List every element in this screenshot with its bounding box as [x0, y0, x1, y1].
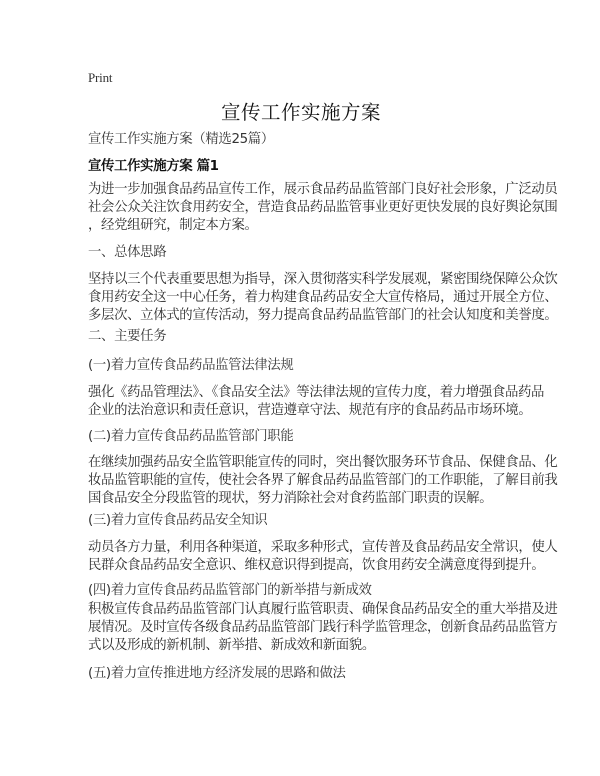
paragraph-line: 国食品安全分段监管的现状，努力消除社会对食药监部门职责的误解。: [88, 491, 493, 506]
paragraph-line: 展情况。及时宣传各级食品药品监管部门践行科学监管理念，创新食品药品监管方: [88, 620, 558, 635]
part2-heading: 二、主要任务: [88, 329, 167, 344]
paragraph-line: ，经党组研究，制定本方案。: [88, 218, 258, 233]
document-title: 宣传工作实施方案: [220, 101, 381, 124]
part1-heading: 一、总体思路: [88, 245, 167, 260]
task1-paragraph: [88, 384, 545, 420]
task2-heading: (二)着力宣传食品药品监管部门职能: [88, 429, 294, 444]
section-heading: 宣传工作实施方案 篇1: [88, 159, 219, 174]
print-label[interactable]: Print: [88, 70, 113, 85]
paragraph-line: 妆品监管职能的宣传，使社会各界了解食品药品监管部门的工作职能，了解目前我: [88, 473, 558, 488]
paragraph-line: 积极宣传食品药品监管部门认真履行监管职责、确保食品药品安全的重大举措及进: [88, 602, 558, 617]
paragraph-line: 动员各方力量，利用各种渠道，采取多种形式，宣传普及食品药品安全常识，使人: [88, 540, 558, 555]
task4-heading: (四)着力宣传食品药品监管部门的新举措与新成效: [88, 583, 372, 598]
task1-heading: (一)着力宣传食品药品监管法律法规: [88, 358, 294, 373]
paragraph-line: 民群众食品药品安全意识、维权意识得到提高，饮食用药安全满意度得到提升。: [88, 558, 545, 573]
task3-paragraph: [88, 539, 558, 575]
paragraph-line: 强化《药品管理法》、《食品安全法》等法律法规的宣传力度，着力增强食品药品: [88, 385, 545, 400]
paragraph-line: 社会公众关注饮食用药安全，营造食品药品监管事业更好更快发展的良好舆论氛围: [88, 200, 558, 215]
document-subtitle: 宣传工作实施方案（精选25篇）: [88, 132, 274, 147]
paragraph-line: 在继续加强药品安全监管职能宣传的同时，突出餐饮服务环节食品、保健食品、化: [88, 455, 558, 470]
task3-heading: (三)着力宣传食品药品安全知识: [88, 513, 268, 528]
intro-paragraph: [88, 181, 558, 235]
paragraph-line: 企业的法治意识和责任意识，营造遵章守法、规范有序的食品药品市场环境。: [88, 403, 532, 418]
paragraph-line: 式以及形成的新机制、新举措、新成效和新面貌。: [88, 638, 375, 653]
part1-paragraph: [88, 271, 558, 325]
task5-heading: (五)着力宣传推进地方经济发展的思路和做法: [88, 666, 346, 681]
paragraph-line: 为进一步加强食品药品宣传工作，展示食品药品监管部门良好社会形象，广泛动员: [88, 182, 558, 197]
paragraph-line: 食用药安全这一中心任务，着力构建食品药品安全大宣传格局，通过开展全方位、: [88, 290, 558, 305]
task4-paragraph: [88, 601, 558, 655]
paragraph-line: 多层次、立体式的宣传活动，努力提高食品药品监管部门的社会认知度和美誉度。: [88, 308, 558, 323]
task2-paragraph: [88, 454, 558, 508]
paragraph-line: 坚持以三个代表重要思想为指导，深入贯彻落实科学发展观，紧密围绕保障公众饮: [88, 272, 558, 287]
